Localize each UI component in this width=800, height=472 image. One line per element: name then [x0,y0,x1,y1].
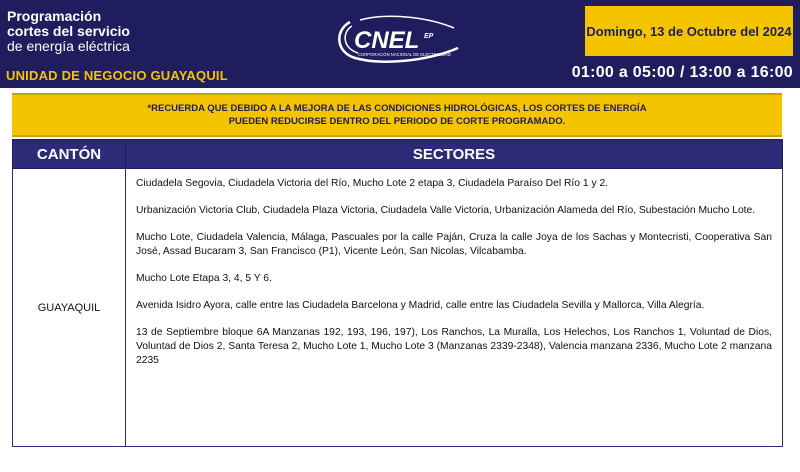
table-row [13,169,783,447]
sector-item: Mucho Lote Etapa 3, 4, 5 Y 6. [136,273,272,284]
title-line-2: cortes del servicio [7,23,130,39]
sector-item: Avenida Isidro Ayora, calle entre las Ciudadela Barcelona y Madrid, calle entre las Ciudadela Sevilla y Mallorca, Villa Alegría. [136,300,705,311]
date-box [585,6,793,56]
logo-suffix: EP [424,33,434,40]
page-title [7,9,130,54]
schedule-table [12,139,783,447]
notice-banner [12,93,782,137]
column-header-sectores: SECTORES [126,140,783,169]
canton-cell: GUAYAQUIL [13,169,126,447]
title-line-3: de energía eléctrica [7,38,130,54]
notice-line-1: *RECUERDA QUE DEBIDO A LA MEJORA DE LAS CONDICIONES HIDROLÓGICAS, LOS CORTES DE ENERGÍA [147,103,647,114]
sector-item: Mucho Lote, Ciudadela Valencia, Málaga, Pascuales por la calle Paján, Cruza la calle Joya de los Sachas y Montecristi, Cooperativa San José, Assad Bucaram 3, San Francisco (P1), Vicente León, San Nicolas, Vilcabamba. [136,232,772,257]
column-header-canton: CANTÓN [13,140,126,169]
cnel-logo [330,12,470,67]
time-range: 01:00 a 05:00 / 13:00 a 16:00 [571,64,793,81]
sectores-cell [126,169,783,447]
sector-item: Urbanización Victoria Club, Ciudadela Plaza Victoria, Ciudadela Valle Victoria, Urbanización Alameda del Río, Subestación Mucho Lote. [136,205,756,216]
logo-text: CNEL [354,27,420,54]
date-text: Domingo, 13 de Octubre del 2024 [586,23,792,39]
logo-subtitle: CORPORACIÓN NACIONAL DE ELECTRICIDAD [358,52,451,57]
sector-list [126,169,782,368]
sector-item: Ciudadela Segovia, Ciudadela Victoria del Río, Mucho Lote 2 etapa 3, Ciudadela Paraíso Del Río 1 y 2. [136,178,609,189]
sector-item: 13 de Septiembre bloque 6A Manzanas 192, 193, 196, 197), Los Ranchos, La Muralla, Los Helechos, Los Ranchos 1, Voluntad de Dios, Voluntad de Dios 2, Santa Teresa 2, Mucho Lote 1, Mucho Lote 3 (Manzanas 2339-2348), Valencia manzana 2336, Mucho Lote 2 manzana 2235 [136,327,772,366]
business-unit: UNIDAD DE NEGOCIO GUAYAQUIL [6,68,228,83]
notice-line-2: PUEDEN REDUCIRSE DENTRO DEL PERIODO DE CORTE PROGRAMADO. [228,116,566,127]
title-line-1: Programación [7,8,102,24]
table-header-row [13,140,783,169]
header-banner [0,0,800,88]
